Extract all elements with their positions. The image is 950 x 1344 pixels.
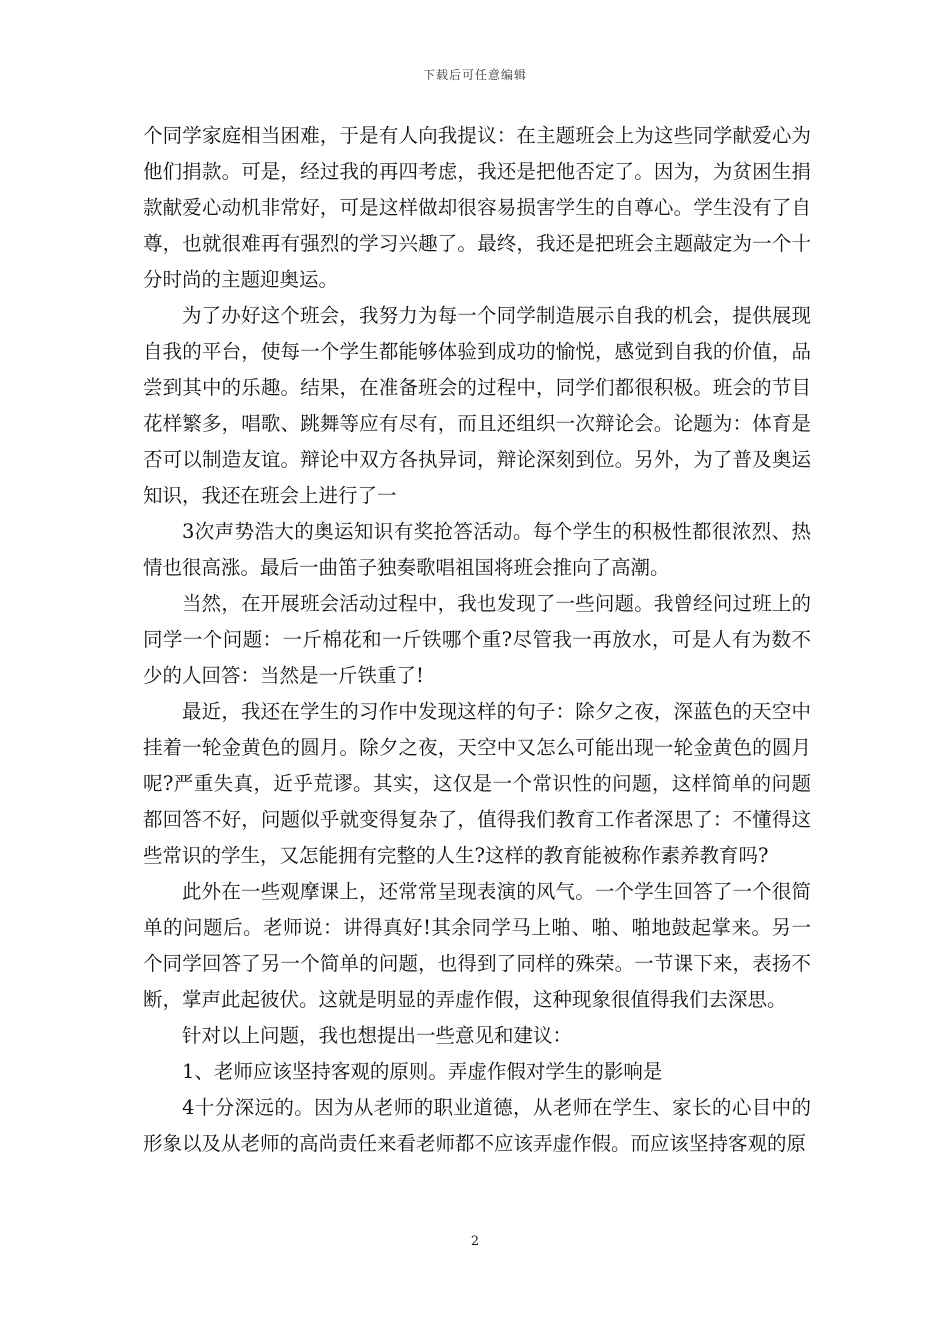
paragraph: 为了办好这个班会，我努力为每一个同学制造展示自我的机会，提供展现自我的平台，使每一个学生都能够体验到成功的愉悦，感觉到自我的价值，品尝到其中的乐趣。结果，在准备班会的过程中，同学们都很积极。班会的节目花样繁多，唱歌、跳舞等应有尽有，而且还组织一次辩论会。论题为：体育是否可以制造友谊。辩论中双方各执异词，辩论深刻到位。另外，为了普及奥运知识，我还在班会上进行了一 xyxy=(143,304,811,507)
paragraph: 当然，在开展班会活动过程中，我也发现了一些问题。我曾经问过班上的同学一个问题：一斤棉花和一斤铁哪个重?尽管我一再放水，可是人有为数不少的人回答：当然是一斤铁重了! xyxy=(143,592,811,687)
paragraph: 此外在一些观摩课上，还常常呈现表演的风气。一个学生回答了一个很简单的问题后。老师说：讲得真好!其余同学马上啪、啪、啪地鼓起掌来。另一个同学回答了另一个简单的问题，也得到了同样的殊荣。一节课下来，表扬不断，掌声此起彼伏。这就是明显的弄虚作假，这种现象很值得我们去深思。 xyxy=(143,880,811,1011)
paragraph: 针对以上问题，我也想提出一些意见和建议： xyxy=(182,1024,573,1047)
document-body xyxy=(143,118,811,1162)
page-number: 2 xyxy=(470,1234,480,1249)
paragraph: 4十分深远的。因为从老师的职业道德，从老师在学生、家长的心目中的形象以及从老师的高尚责任来看老师都不应该弄虚作假。而应该坚持客观的原 xyxy=(143,1096,811,1155)
paragraph: 3次声势浩大的奥运知识有奖抢答活动。每个学生的积极性都很浓烈、热情也很高涨。最后一曲笛子独奏歌唱祖国将班会推向了高潮。 xyxy=(143,520,811,579)
paragraph: 个同学家庭相当困难，于是有人向我提议：在主题班会上为这些同学献爱心为他们捐款。可是，经过我的再四考虑，我还是把他否定了。因为，为贫困生捐款献爱心动机非常好，可是这样做却很容易损害学生的自尊心。学生没有了自尊，也就很难再有强烈的学习兴趣了。最终，我还是把班会主题敲定为一个十分时尚的主题迎奥运。 xyxy=(143,124,811,291)
paragraph: 1、老师应该坚持客观的原则。弄虚作假对学生的影响是 xyxy=(182,1060,663,1083)
page-header: 下载后可任意编辑 xyxy=(422,68,527,82)
paragraph: 最近，我还在学生的习作中发现这样的句子：除夕之夜，深蓝色的天空中挂着一轮金黄色的圆月。除夕之夜，天空中又怎么可能出现一轮金黄色的圆月呢?严重失真，近乎荒谬。其实，这仅是一个常识性的问题，这样简单的问题都回答不好，问题似乎就变得复杂了，值得我们教育工作者深思了：不懂得这些常识的学生，又怎能拥有完整的人生?这样的教育能被称作素养教育吗? xyxy=(143,700,811,867)
